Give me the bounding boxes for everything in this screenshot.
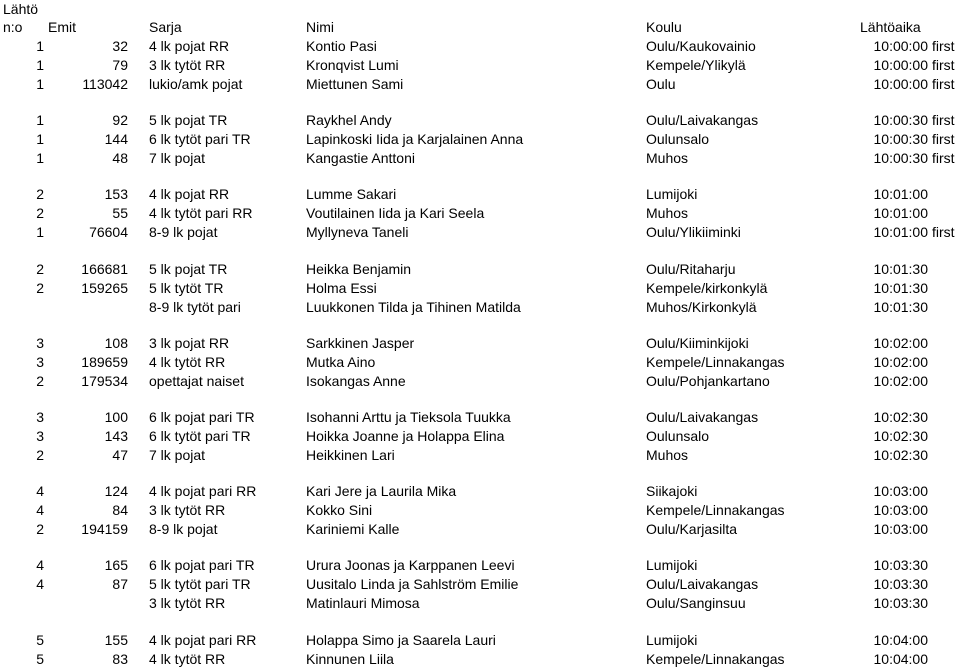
row-number: 2 xyxy=(36,205,44,221)
row-koulu: Kempele/Linnakangas xyxy=(646,502,785,518)
row-sarja: 3 lk pojat RR xyxy=(149,335,230,351)
row-start-time: 10:02:00 xyxy=(873,373,928,389)
row-emit: 87 xyxy=(112,576,128,592)
header-lahtoaika: Lähtöaika xyxy=(860,19,921,35)
row-koulu: Kempele/kirkonkylä xyxy=(646,280,768,296)
row-sarja: 4 lk tytöt pari RR xyxy=(149,205,253,221)
row-number: 1 xyxy=(36,131,44,147)
row-number: 1 xyxy=(36,112,44,128)
row-sarja: 5 lk pojat TR xyxy=(149,261,228,277)
row-nimi: Sarkkinen Jasper xyxy=(306,335,415,351)
row-start-time: 10:02:30 xyxy=(873,447,928,463)
row-number: 3 xyxy=(36,428,44,444)
row-koulu: Oulu/Sanginsuu xyxy=(646,595,746,611)
row-nimi: Mutka Aino xyxy=(306,354,376,370)
row-sarja: 4 lk pojat RR xyxy=(149,38,230,54)
row-emit: 165 xyxy=(104,557,128,573)
row-number: 5 xyxy=(36,651,44,667)
row-emit: 153 xyxy=(104,186,128,202)
table-row xyxy=(0,130,960,148)
header-koulu: Koulu xyxy=(646,19,682,35)
row-number: 2 xyxy=(36,373,44,389)
row-koulu: Muhos xyxy=(646,150,689,166)
row-nimi: Miettunen Sami xyxy=(306,76,404,92)
row-nimi: Heikkinen Lari xyxy=(306,447,395,463)
row-nimi: Voutilainen Iida ja Kari Seela xyxy=(306,205,485,221)
table-row xyxy=(0,298,960,316)
row-number: 2 xyxy=(36,521,44,537)
table-row xyxy=(0,185,960,203)
row-first-flag: first xyxy=(932,57,955,73)
row-sarja: 8-9 lk pojat xyxy=(149,224,218,240)
table-row xyxy=(0,223,960,241)
row-start-time: 10:01:30 xyxy=(873,299,928,315)
row-koulu: Muhos xyxy=(646,205,689,221)
row-start-time: 10:03:00 xyxy=(873,502,928,518)
row-start-time: 10:02:00 xyxy=(873,335,928,351)
header-sarja: Sarja xyxy=(149,19,182,35)
row-emit: 159265 xyxy=(81,280,128,296)
row-start-time: 10:03:30 xyxy=(873,595,928,611)
row-emit: 113042 xyxy=(82,76,128,92)
table-row xyxy=(0,353,960,371)
table-row xyxy=(0,520,960,538)
table-row xyxy=(0,482,960,500)
row-start-time: 10:00:00 xyxy=(873,76,928,92)
row-koulu: Lumijoki xyxy=(646,186,698,202)
table-row xyxy=(0,260,960,278)
row-nimi: Holma Essi xyxy=(306,280,377,296)
row-koulu: Siikajoki xyxy=(646,483,698,499)
header-nimi: Nimi xyxy=(306,19,334,35)
row-start-time: 10:03:30 xyxy=(873,576,928,592)
row-koulu: Oulu/Pohjankartano xyxy=(646,373,770,389)
row-number: 4 xyxy=(36,576,44,592)
row-koulu: Lumijoki xyxy=(646,632,698,648)
row-koulu: Oulunsalo xyxy=(646,131,710,147)
row-emit: 189659 xyxy=(81,354,128,370)
table-row xyxy=(0,279,960,297)
row-emit: 155 xyxy=(104,632,128,648)
row-koulu: Oulu/Ylikiiminki xyxy=(646,224,741,240)
table-row xyxy=(0,594,960,612)
row-emit: 47 xyxy=(112,447,128,463)
table-row xyxy=(0,75,960,93)
row-koulu: Kempele/Linnakangas xyxy=(646,354,785,370)
row-nimi: Kronqvist Lumi xyxy=(306,57,399,73)
row-first-flag: first xyxy=(932,38,955,54)
row-emit: 124 xyxy=(104,483,128,499)
row-nimi: Hoikka Joanne ja Holappa Elina xyxy=(306,428,505,444)
row-sarja: 7 lk pojat xyxy=(149,150,206,166)
row-first-flag: first xyxy=(932,76,955,92)
row-nimi: Holappa Simo ja Saarela Lauri xyxy=(306,632,496,648)
table-row xyxy=(0,631,960,649)
row-sarja: 8-9 lk pojat xyxy=(149,521,218,537)
row-first-flag: first xyxy=(932,150,955,166)
row-sarja: 6 lk tytöt pari TR xyxy=(149,428,251,444)
row-sarja: 4 lk tytöt RR xyxy=(149,651,226,667)
row-emit: 84 xyxy=(112,502,128,518)
row-start-time: 10:04:00 xyxy=(873,632,928,648)
table-row xyxy=(0,575,960,593)
row-sarja: opettajat naiset xyxy=(149,373,244,389)
row-koulu: Oulu/Laivakangas xyxy=(646,576,759,592)
row-koulu: Muhos/Kirkonkylä xyxy=(646,299,757,315)
row-number: 3 xyxy=(36,409,44,425)
row-number: 2 xyxy=(36,186,44,202)
row-nimi: Kinnunen Liila xyxy=(306,651,394,667)
row-number: 1 xyxy=(36,224,44,240)
row-nimi: Kariniemi Kalle xyxy=(306,521,400,537)
header-no: n:o xyxy=(3,19,23,35)
row-emit: 92 xyxy=(112,112,128,128)
row-nimi: Urura Joonas ja Karppanen Leevi xyxy=(306,557,515,573)
row-first-flag: first xyxy=(932,131,955,147)
table-row xyxy=(0,427,960,445)
row-start-time: 10:04:00 xyxy=(873,651,928,667)
row-nimi: Raykhel Andy xyxy=(306,112,392,128)
row-koulu: Oulu/Laivakangas xyxy=(646,112,759,128)
row-start-time: 10:03:00 xyxy=(873,483,928,499)
table-row xyxy=(0,372,960,390)
row-start-time: 10:00:30 xyxy=(873,131,928,147)
row-koulu: Oulunsalo xyxy=(646,428,710,444)
row-emit: 76604 xyxy=(89,224,128,240)
row-nimi: Myllyneva Taneli xyxy=(306,224,409,240)
row-number: 1 xyxy=(36,150,44,166)
row-start-time: 10:01:00 xyxy=(873,205,928,221)
row-sarja: 4 lk pojat pari RR xyxy=(149,632,257,648)
row-sarja: 3 lk tytöt RR xyxy=(149,502,226,518)
row-sarja: 5 lk tytöt TR xyxy=(149,280,224,296)
row-koulu: Lumijoki xyxy=(646,557,698,573)
row-koulu: Oulu/Karjasilta xyxy=(646,521,738,537)
row-nimi: Kontio Pasi xyxy=(306,38,377,54)
row-emit: 166681 xyxy=(81,261,128,277)
row-sarja: 3 lk tytöt RR xyxy=(149,57,226,73)
table-row xyxy=(0,446,960,464)
row-first-flag: first xyxy=(932,224,955,240)
row-nimi: Lumme Sakari xyxy=(306,186,397,202)
row-start-time: 10:03:00 xyxy=(873,521,928,537)
row-emit: 83 xyxy=(112,651,128,667)
row-sarja: 4 lk tytöt RR xyxy=(149,354,226,370)
table-row xyxy=(0,37,960,55)
row-nimi: Kokko Sini xyxy=(306,502,373,518)
row-emit: 144 xyxy=(104,131,128,147)
table-row xyxy=(0,204,960,222)
row-sarja: lukio/amk pojat xyxy=(149,76,243,92)
row-sarja: 5 lk pojat TR xyxy=(149,112,228,128)
row-start-time: 10:01:30 xyxy=(873,261,928,277)
row-start-time: 10:02:30 xyxy=(873,428,928,444)
table-row xyxy=(0,56,960,74)
row-number: 1 xyxy=(36,76,44,92)
row-first-flag: first xyxy=(932,112,955,128)
table-row xyxy=(0,556,960,574)
row-start-time: 10:01:00 xyxy=(873,224,928,240)
row-number: 3 xyxy=(36,335,44,351)
row-nimi: Kangastie Anttoni xyxy=(306,150,415,166)
row-nimi: Isohanni Arttu ja Tieksola Tuukka xyxy=(306,409,511,425)
row-emit: 194159 xyxy=(81,521,128,537)
row-number: 3 xyxy=(36,354,44,370)
row-emit: 48 xyxy=(112,150,128,166)
row-sarja: 4 lk pojat RR xyxy=(149,186,230,202)
row-koulu: Oulu xyxy=(646,76,676,92)
row-sarja: 6 lk tytöt pari TR xyxy=(149,131,251,147)
table-row xyxy=(0,501,960,519)
row-koulu: Kempele/Ylikylä xyxy=(646,57,746,73)
row-emit: 79 xyxy=(112,57,128,73)
row-emit: 32 xyxy=(112,38,128,54)
row-number: 5 xyxy=(36,632,44,648)
row-koulu: Muhos xyxy=(646,447,689,463)
row-number: 1 xyxy=(36,38,44,54)
row-start-time: 10:00:00 xyxy=(873,38,928,54)
table-row xyxy=(0,111,960,129)
table-row xyxy=(0,408,960,426)
row-number: 1 xyxy=(36,57,44,73)
row-sarja: 3 lk tytöt RR xyxy=(149,595,226,611)
row-start-time: 10:02:00 xyxy=(873,354,928,370)
table-header xyxy=(0,18,960,36)
row-sarja: 6 lk pojat pari TR xyxy=(149,557,255,573)
row-start-time: 10:01:00 xyxy=(873,186,928,202)
row-sarja: 4 lk pojat pari RR xyxy=(149,483,257,499)
row-koulu: Oulu/Kaukovainio xyxy=(646,38,756,54)
row-start-time: 10:03:30 xyxy=(873,557,928,573)
row-nimi: Matinlauri Mimosa xyxy=(306,595,420,611)
table-row xyxy=(0,334,960,352)
row-nimi: Uusitalo Linda ja Sahlström Emilie xyxy=(306,576,519,592)
row-emit: 100 xyxy=(104,409,128,425)
table-row xyxy=(0,650,960,668)
row-emit: 108 xyxy=(104,335,128,351)
row-number: 2 xyxy=(36,261,44,277)
header-emit: Emit xyxy=(48,19,76,35)
row-sarja: 8-9 lk tytöt pari xyxy=(149,299,241,315)
row-start-time: 10:00:30 xyxy=(873,112,928,128)
table-row xyxy=(0,149,960,167)
row-nimi: Isokangas Anne xyxy=(306,373,406,389)
row-sarja: 6 lk pojat pari TR xyxy=(149,409,255,425)
row-emit: 55 xyxy=(112,205,128,221)
row-start-time: 10:02:30 xyxy=(873,409,928,425)
page-title: Lähtö xyxy=(3,1,39,17)
row-number: 4 xyxy=(36,502,44,518)
row-nimi: Luukkonen Tilda ja Tihinen Matilda xyxy=(306,299,521,315)
row-sarja: 5 lk tytöt pari TR xyxy=(149,576,251,592)
row-number: 2 xyxy=(36,280,44,296)
row-start-time: 10:01:30 xyxy=(873,280,928,296)
row-koulu: Oulu/Kiiminkijoki xyxy=(646,335,749,351)
row-nimi: Kari Jere ja Laurila Mika xyxy=(306,483,457,499)
row-koulu: Kempele/Linnakangas xyxy=(646,651,785,667)
row-number: 4 xyxy=(36,557,44,573)
row-koulu: Oulu/Ritaharju xyxy=(646,261,736,277)
row-start-time: 10:00:00 xyxy=(873,57,928,73)
row-emit: 179534 xyxy=(81,373,128,389)
row-koulu: Oulu/Laivakangas xyxy=(646,409,759,425)
row-nimi: Lapinkoski Iida ja Karjalainen Anna xyxy=(306,131,524,147)
row-emit: 143 xyxy=(104,428,128,444)
row-number: 4 xyxy=(36,483,44,499)
row-nimi: Heikka Benjamin xyxy=(306,261,412,277)
row-start-time: 10:00:30 xyxy=(873,150,928,166)
row-sarja: 7 lk pojat xyxy=(149,447,206,463)
row-number: 2 xyxy=(36,447,44,463)
